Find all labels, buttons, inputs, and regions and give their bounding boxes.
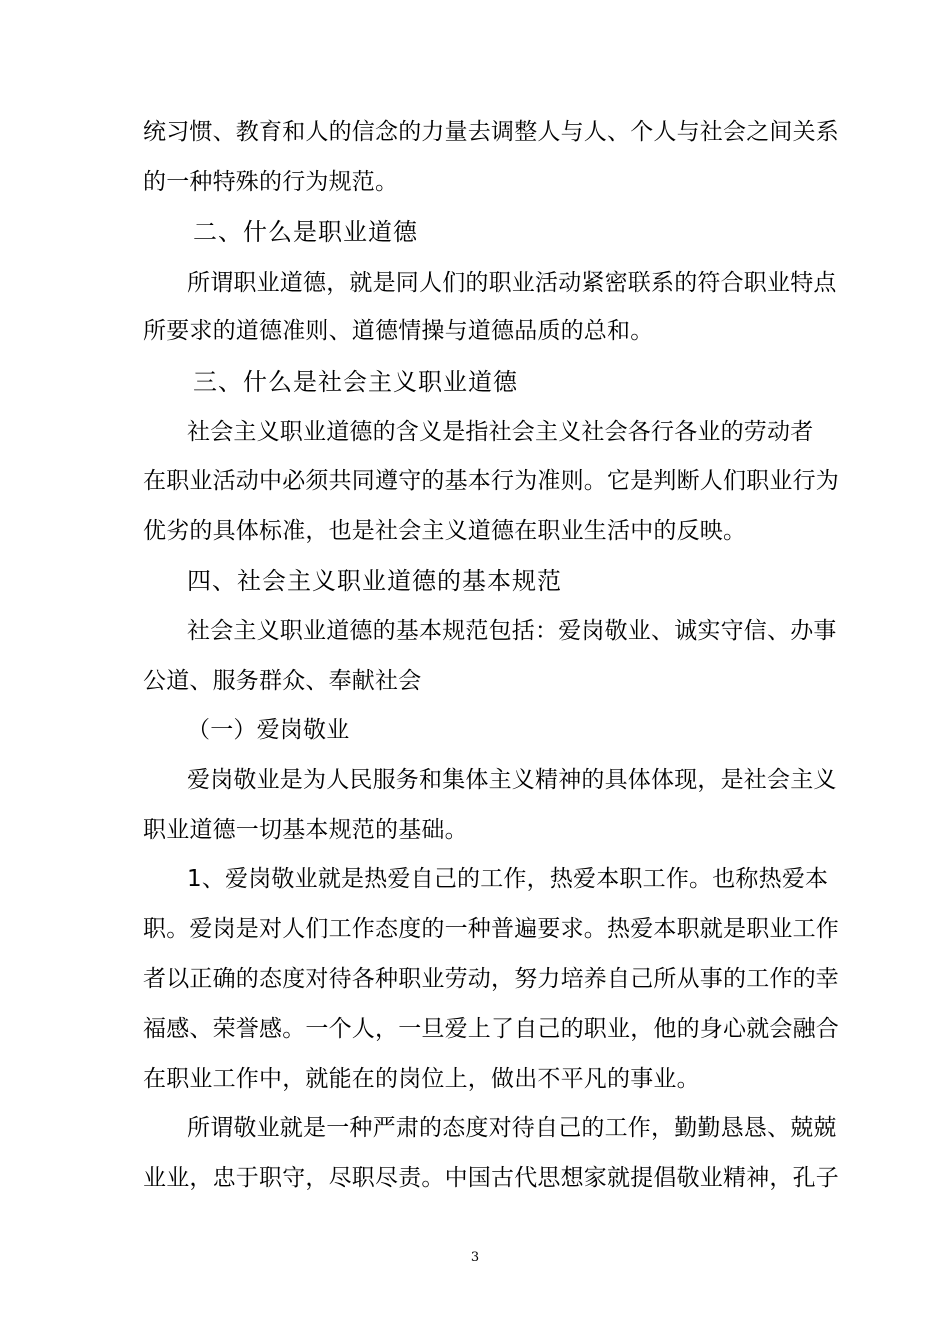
body-text-line: 所要求的道德准则、道德情操与道德品质的总和。 [143,318,654,344]
body-text-line: 公道、服务群众、奉献社会 [143,668,422,694]
body-text-line: 的一种特殊的行为规范。 [143,169,399,195]
body-text-line: 在职业活动中必须共同遵守的基本行为准则。它是判断人们职业行为 [143,468,839,494]
section-heading: 四、社会主义职业道德的基本规范 [187,567,562,595]
body-text-line: 优劣的具体标准，也是社会主义道德在职业生活中的反映。 [143,518,747,544]
body-text-line: 统习惯、教育和人的信念的力量去调整人与人、个人与社会之间关系 [143,119,839,145]
body-text-line: 职业道德一切基本规范的基础。 [143,817,468,843]
body-text-line: 所谓敬业就是一种严肃的态度对待自己的工作，勤勤恳恳、兢兢 [187,1115,837,1141]
section-heading: 三、什么是社会主义职业道德 [193,368,518,396]
body-text-line: 业业，忠于职守，尽职尽责。中国古代思想家就提倡敬业精神，孔子 [143,1165,839,1191]
body-text-line: 者以正确的态度对待各种职业劳动，努力培养自己所从事的工作的幸 [143,966,839,992]
subsection-heading: （一）爱岗敬业 [187,717,350,743]
body-text-line: 社会主义职业道德的含义是指社会主义社会各行各业的劳动者 [187,419,814,445]
body-text-line: 在职业工作中，就能在的岗位上，做出不平凡的事业。 [143,1066,700,1092]
body-text-line: 职。爱岗是对人们工作态度的一种普遍要求。热爱本职就是职业工作 [143,916,839,942]
body-text-line: 社会主义职业道德的基本规范包括：爱岗敬业、诚实守信、办事 [187,618,837,644]
body-text-line: 爱岗敬业是为人民服务和集体主义精神的具体体现，是社会主义 [187,767,837,793]
section-heading: 二、什么是职业道德 [193,218,418,246]
page-number: 3 [470,1250,480,1265]
body-text-line: 所谓职业道德，就是同人们的职业活动紧密联系的符合职业特点 [187,270,837,296]
body-text-line: 1、爱岗敬业就是热爱自己的工作，热爱本职工作。也称热爱本 [187,866,829,892]
body-text-line: 福感、荣誉感。一个人，一旦爱上了自己的职业，他的身心就会融合 [143,1016,839,1042]
